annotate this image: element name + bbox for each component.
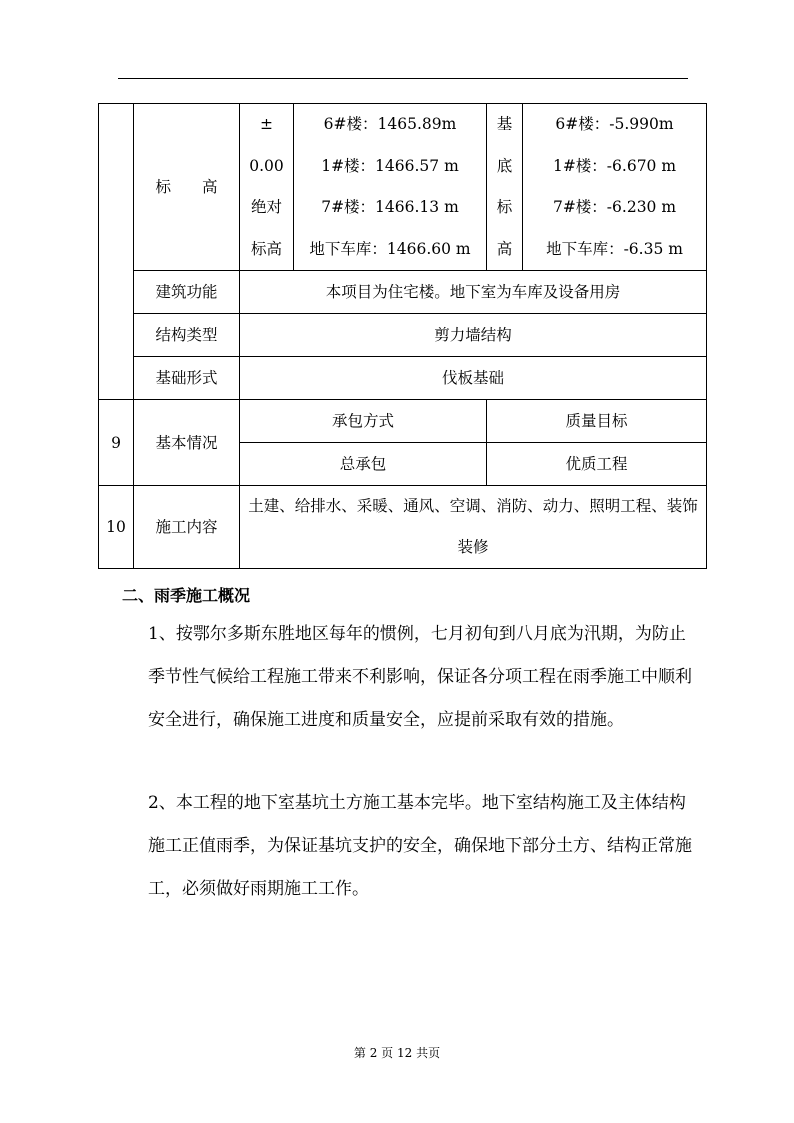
basic-label: 基本情况 <box>134 400 240 486</box>
paragraph-2: 2、本工程的地下室基坑土方施工基本完毕。地下室结构施工及主体结构施工正值雨季，为保证基坑支护的安全，确保地下部分土方、结构正常施工，必须做好雨期施工工作。 <box>148 793 692 899</box>
table-row-elevation <box>99 104 707 271</box>
zero-elevation-label-cell <box>240 104 294 271</box>
table-row-function <box>99 271 707 314</box>
table-row-foundation <box>99 357 707 400</box>
project-info-table <box>98 103 707 569</box>
base-value-line: 7#楼：-6.230 m <box>552 198 677 216</box>
foundation-value: 伐板基础 <box>240 357 707 400</box>
base-label-line: 标 <box>496 198 513 216</box>
base-label-line: 基 <box>496 115 513 133</box>
paragraph-1: 1、按鄂尔多斯东胜地区每年的惯例，七月初旬到八月底为汛期，为防止季节性气候给工程施工带来不利影响，保证各分项工程在雨季施工中顺利安全进行，确保施工进度和质量安全，应提前采取有效的措施。 <box>148 624 692 730</box>
base-label-line: 底 <box>496 156 513 175</box>
table-row-structure <box>99 314 707 357</box>
zero-label-line: 0.00 <box>249 156 284 175</box>
function-value: 本项目为住宅楼。地下室为车库及设备用房 <box>240 271 707 314</box>
zero-label-line: ± <box>260 115 273 133</box>
zero-value-line: 6#楼：1465.89m <box>323 115 457 133</box>
contract-mode-value: 总承包 <box>240 443 487 486</box>
structure-value: 剪力墙结构 <box>240 314 707 357</box>
base-value-line: 地下车库：-6.35 m <box>546 239 683 258</box>
base-label-line: 高 <box>496 239 513 258</box>
section-title: 二、雨季施工概况 <box>122 586 251 605</box>
quality-target-header: 质量目标 <box>487 400 707 443</box>
zero-value-line: 地下车库：1466.60 m <box>309 239 471 258</box>
elevation-label: 标 高 <box>134 104 240 271</box>
base-value-line: 6#楼：-5.990m <box>555 115 674 133</box>
quality-target-value: 优质工程 <box>487 443 707 486</box>
function-label: 建筑功能 <box>134 271 240 314</box>
row-number: 10 <box>99 486 134 569</box>
structure-label: 结构类型 <box>134 314 240 357</box>
base-elevation-values-cell <box>523 104 707 271</box>
zero-elevation-values-cell <box>294 104 487 271</box>
header-rule <box>118 78 688 79</box>
table-row-content <box>99 486 707 569</box>
zero-label-line: 绝对 <box>250 198 282 216</box>
zero-value-line: 7#楼：1466.13 m <box>321 198 459 216</box>
page-footer: 第 2 页 12 共页 <box>353 1046 441 1060</box>
row-number: 9 <box>99 400 134 486</box>
base-value-line: 1#楼：-6.670 m <box>552 156 677 175</box>
contract-mode-header: 承包方式 <box>240 400 487 443</box>
content-value: 土建、给排水、采暖、通风、空调、消防、动力、照明工程、装饰装修 <box>240 486 707 569</box>
table-row-basic-header <box>99 400 707 443</box>
content-label: 施工内容 <box>134 486 240 569</box>
zero-value-line: 1#楼：1466.57 m <box>321 156 459 175</box>
base-elevation-label-cell <box>487 104 523 271</box>
foundation-label: 基础形式 <box>134 357 240 400</box>
zero-label-line: 标高 <box>250 239 282 258</box>
row-number-cell-blank <box>99 104 134 400</box>
